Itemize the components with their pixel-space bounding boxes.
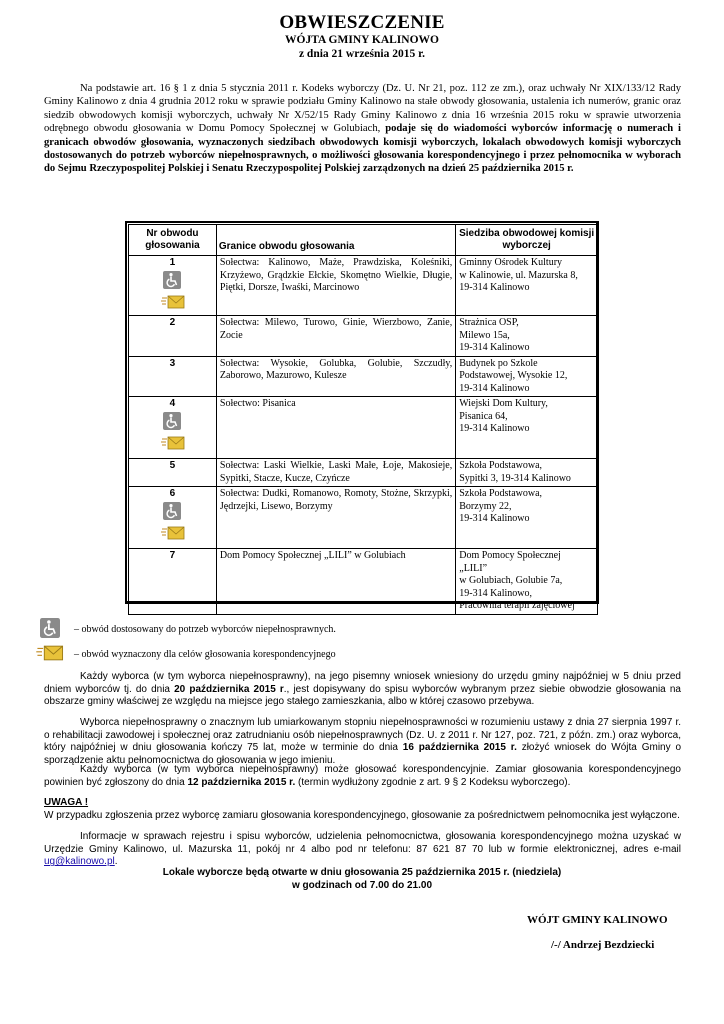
table-row [129, 487, 598, 549]
seat-line: „LILI” [459, 562, 488, 574]
paragraph-text: . [114, 856, 118, 868]
deadline-date: 16 października 2015 r. [402, 742, 517, 754]
district-number: 6 [169, 488, 176, 499]
district-number: 3 [169, 357, 176, 369]
table-row [129, 356, 598, 397]
district-number: 7 [169, 550, 176, 561]
intro-bold-text: podaje się do wiadomości wyborców informację o numerach i granicach obwodów głosowania, wyznaczonych siedzibach obwodowych komisji wyborczych, lokalach obwodowych komisji wyborczych dostosowanych do potrzeb wyborców niepełnosprawnych, o możliwości głosowania korespondencyjnego i przez pełnomocnika w wyborach do Sejmu Rzeczypospolitej Polskiej i Senatu Rzeczypospolitej Polskiej zarządzonych na dzień 25 października 2015 r. [44, 123, 681, 175]
seat-line: Gminny Ośrodek Kultury [459, 257, 563, 268]
table-row [129, 459, 598, 487]
table-header-row [129, 225, 598, 256]
notice-text: W przypadku zgłoszenia przez wyborcę zamiaru głosowania korespondencyjnego, głosowanie za pośrednictwem pełnomocnika jest wyłączone. [44, 809, 680, 821]
legend-disabled-text: – obwód dostosowany do potrzeb wyborców niepełnosprawnych. [74, 624, 336, 635]
district-number-cell [129, 459, 217, 487]
table-row [129, 397, 598, 459]
paragraph-postal-vote [44, 764, 681, 789]
table-row [129, 316, 598, 357]
district-bounds: Sołectwa: Dudki, Romanowo, Romoty, Stożne, Skrzypki, Jędrzejki, Lisewo, Borzymy [216, 487, 455, 549]
seat-line: 19-314 Kalinowo, [459, 587, 533, 599]
district-number-cell [129, 256, 217, 316]
seat-line: 19-314 Kalinowo [459, 423, 530, 434]
header-district-number: Nr obwodu głosowania [129, 225, 217, 256]
deadline-date: 12 października 2015 r. [187, 776, 296, 788]
commission-seat [456, 397, 598, 459]
seat-line: Dom Pomocy Społecznej [459, 550, 561, 561]
seat-line: 19-314 Kalinowo [459, 382, 530, 394]
seat-line: Podstawowej, Wysokie 12, [459, 370, 568, 381]
paragraph-text: (termin wydłużony zgodnie z art. 9 § 2 Kodeksu wyborczego). [295, 776, 571, 788]
document-subtitle: WÓJTA GMINY KALINOWO [285, 34, 439, 46]
seat-line: Sypitki 3, 19-314 Kalinowo [459, 472, 571, 484]
district-number: 4 [169, 398, 176, 409]
seat-line: Wiejski Dom Kultury, [459, 398, 548, 409]
paragraph-text: Każdy wyborca (w tym wyborca niepełnosprawny) może głosować korespondencyjnie. Zamiar głosowania korespondencyjnego powinien być zgłoszony do dnia [44, 764, 681, 788]
district-number: 1 [169, 257, 176, 268]
seat-line: Szkoła Podstawowa, [459, 488, 543, 499]
commission-seat [456, 459, 598, 487]
commission-seat [456, 256, 598, 316]
paragraph-text: Każdy wyborca (w tym wyborca niepełnosprawny), na jego pisemny wniosek wniesiony do urzędu gminy najpóźniej w 5 dniu przed dniem wyborców tj. do dnia [44, 671, 681, 695]
paragraph-information [44, 831, 681, 869]
seat-line: 19-314 Kalinowo [459, 282, 530, 293]
district-bounds: Sołectwa: Milewo, Turowo, Ginie, Wierzbowo, Zanie, Zocie [216, 316, 455, 357]
commission-seat [456, 549, 598, 615]
header-commission-seat: Siedziba obwodowej komisji wyborczej [456, 225, 598, 256]
legend-wheelchair-icon [40, 618, 60, 641]
district-number-cell [129, 549, 217, 615]
header-district-bounds: Granice obwodu głosowania [216, 225, 455, 256]
opening-hours-line: Lokale wyborcze będą otwarte w dniu głosowania 25 października 2015 r. (niedziela) [162, 867, 562, 878]
district-bounds: Sołectwa: Kalinowo, Maże, Prawdziska, Koleśniki, Krzyżewo, Grądzkie Ełckie, Skomętno Wielkie, Długie, Piętki, Dorsze, Iwaśki, Marcinowo [216, 256, 455, 316]
commission-seat [456, 316, 598, 357]
seat-line: 19-314 Kalinowo [459, 513, 530, 524]
seat-line: 19-314 Kalinowo [459, 342, 530, 353]
district-bounds: Sołectwa: Wysokie, Golubka, Golubie, Szczudły, Zaborowo, Mazurowo, Kulesze [216, 356, 455, 397]
opening-hours-line: w godzinach od 7.00 do 21.00 [291, 879, 433, 891]
paragraph-text: ., jest dopisywany do spisu wyborców wybranym przez siebie obwodzie głosowania na obszarze gminy właściwej ze względu na miejsce jego stałego zamieszkania, albo w której czasowo przebywa. [44, 683, 681, 708]
seat-line: Pracownia terapii zajęciowej [459, 600, 575, 611]
legend-mail-text: – obwód wyznaczony dla celów głosowania korespondencyjnego [74, 649, 336, 660]
district-number-cell [129, 356, 217, 397]
envelope-icon [161, 526, 183, 545]
notice-block [44, 797, 681, 822]
paragraph-text: złożyć wniosek do Wójta Gminy o sporządzenie aktu pełnomocnictwa do głosowania w jego imieniu. [44, 742, 682, 766]
paragraph-proxy [44, 717, 681, 767]
wheelchair-icon [161, 271, 183, 294]
intro-normal-text: Na podstawie art. 16 § 1 z dnia 5 stycznia 2011 r. Kodeks wyborczy (Dz. U. Nr 21, poz. 112 ze zm.), oraz uchwały Nr XIX/133/12 Rady Gminy Kalinowo z dnia 4 grudnia 2012 roku w sprawie podziału Gminy Kalinowo na stałe obwody głosowania, ustalenia ich numerów, granic oraz siedzib obwodowych komisji wyborczych, uchwały Nr X/52/15 Rady Gminy Kalinowo z dnia 16 września 2015 roku w sprawie utworzenia odrębnego obwodu głosowania w Domu Pomocy Społecznej w Golubiach, [44, 83, 681, 135]
paragraph-registration [44, 671, 681, 709]
seat-line: w Kalinowie, ul. Mazurska 8, [459, 269, 578, 281]
document-date: z dnia 21 września 2015 r. [298, 48, 426, 60]
seat-line: Pisanica 64, [459, 410, 508, 422]
notice-heading: UWAGA ! [44, 797, 89, 808]
deadline-date: 20 października 2015 r [174, 683, 284, 695]
opening-hours-block [0, 867, 724, 892]
signature-name: /-/ Andrzej Bezdziecki [551, 939, 655, 951]
commission-seat [456, 487, 598, 549]
document-title: OBWIESZCZENIE [279, 12, 445, 33]
districts-table [128, 224, 598, 615]
signature-title: WÓJT GMINY KALINOWO [527, 914, 668, 926]
table-row [129, 549, 598, 615]
envelope-icon [161, 436, 183, 455]
district-number: 2 [169, 317, 176, 328]
wheelchair-icon [161, 412, 183, 435]
seat-line: Milewo 15a, [459, 329, 510, 341]
district-bounds: Sołectwo: Pisanica [216, 397, 455, 459]
intro-paragraph [44, 82, 681, 176]
district-number: 5 [169, 460, 176, 471]
paragraph-text: Wyborca niepełnosprawny o znacznym lub umiarkowanym stopniu niepełnosprawności w rozumieniu ustawy z dnia 27 sierpnia 1997 r. o rehabilitacji zawodowej i społecznej oraz zatrudnianiu osób niepełnosprawnych (Dz. U. z 2011 r. Nr 127, poz. 721, z późn. zm.) oraz wyborca, który najpóźniej w dniu głosowania kończy 75 lat, może w terminie do dnia [44, 717, 681, 754]
district-number-cell [129, 487, 217, 549]
envelope-icon [161, 295, 183, 314]
commission-seat [456, 356, 598, 397]
legend-envelope-icon [36, 645, 64, 664]
seat-line: Szkoła Podstawowa, [459, 460, 543, 471]
paragraph-text: Informacje w sprawach rejestru i spisu wyborców, udzielenia pełnomocnictwa, głosowania korespondencyjnego można uzyskać w Urzędzie Gminy Kalinowo, ul. Mazurska 11, pokój nr 4 albo pod nr telefonu: 87 621 87 70 lub w formie elektronicznej, adres e-mail [44, 831, 681, 855]
seat-line: Strażnica OSP, [459, 317, 519, 328]
table-row [129, 256, 598, 316]
email-link[interactable]: ug@kalinowo.pl [44, 856, 115, 868]
district-bounds: Sołectwa: Laski Wielkie, Laski Małe, Łoje, Makosieje, Sypitki, Stacze, Kucze, Czyńcze [216, 459, 455, 487]
seat-line: Borzymy 22, [459, 500, 512, 512]
seat-line: Budynek po Szkole [459, 357, 538, 369]
district-bounds: Dom Pomocy Społecznej „LILI” w Golubiach [216, 549, 455, 615]
wheelchair-icon [161, 502, 183, 525]
district-number-cell [129, 316, 217, 357]
district-number-cell [129, 397, 217, 459]
seat-line: w Golubiach, Golubie 7a, [459, 575, 563, 586]
